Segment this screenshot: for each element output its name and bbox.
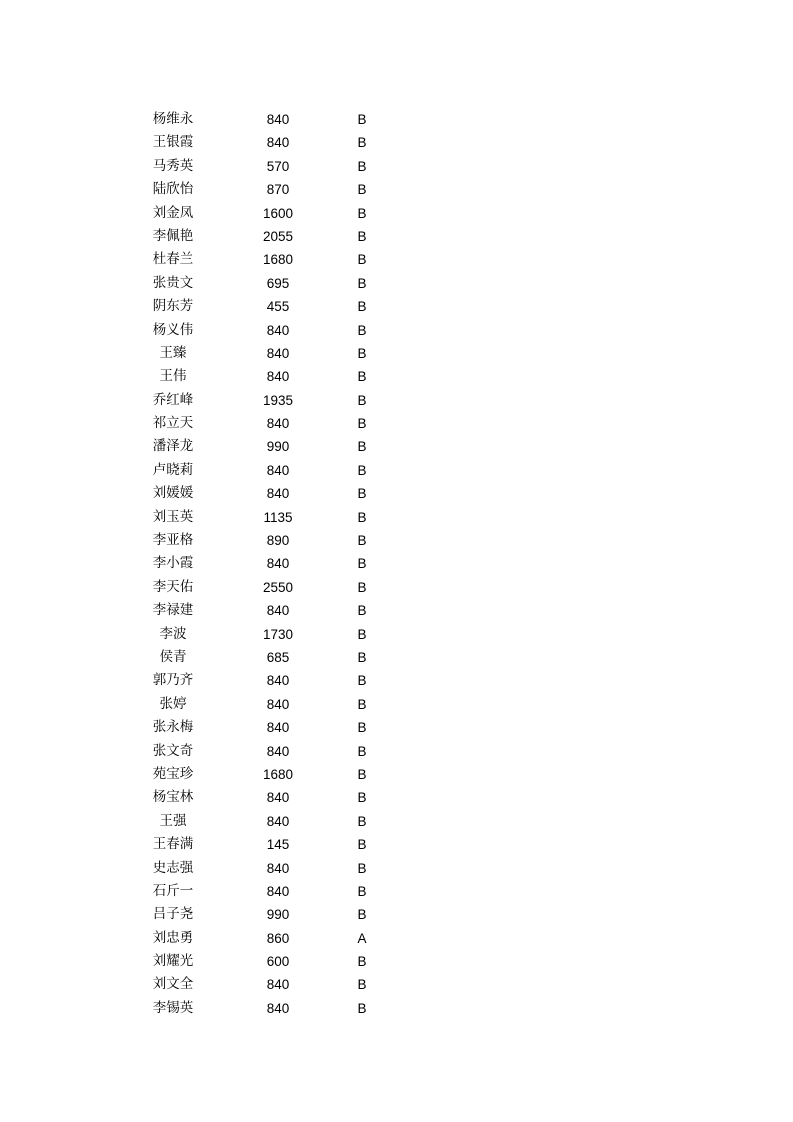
amount-cell: 860 bbox=[266, 930, 290, 946]
table-row bbox=[0, 599, 793, 622]
table-row bbox=[0, 295, 793, 318]
name-cell: 李锡英 bbox=[152, 999, 194, 1016]
table-row bbox=[0, 833, 793, 856]
table-row bbox=[0, 786, 793, 809]
grade-cell: B bbox=[357, 369, 367, 385]
amount-cell: 455 bbox=[266, 299, 290, 315]
name-cell: 张文奇 bbox=[152, 742, 194, 759]
grade-cell: B bbox=[357, 299, 367, 315]
table-row bbox=[0, 365, 793, 388]
amount-cell: 840 bbox=[266, 416, 290, 432]
name-cell: 张贵文 bbox=[152, 274, 194, 291]
amount-cell: 1935 bbox=[262, 392, 294, 408]
grade-cell: B bbox=[357, 135, 367, 151]
name-cell: 刘忠勇 bbox=[152, 929, 194, 946]
grade-cell: B bbox=[357, 603, 367, 619]
name-cell: 刘媛媛 bbox=[152, 485, 194, 502]
name-cell: 潘泽龙 bbox=[152, 438, 194, 455]
name-cell: 陆欣怡 bbox=[152, 181, 194, 198]
grade-cell: B bbox=[357, 696, 367, 712]
amount-cell: 840 bbox=[266, 790, 290, 806]
amount-cell: 990 bbox=[266, 439, 290, 455]
grade-cell: B bbox=[357, 837, 367, 853]
grade-cell: B bbox=[357, 392, 367, 408]
grade-cell: B bbox=[357, 158, 367, 174]
grade-cell: B bbox=[357, 509, 367, 525]
amount-cell: 840 bbox=[266, 743, 290, 759]
amount-cell: 570 bbox=[266, 158, 290, 174]
name-cell: 杜春兰 bbox=[152, 251, 194, 268]
name-cell: 马秀英 bbox=[152, 157, 194, 174]
grade-cell: B bbox=[357, 1000, 367, 1016]
data-sheet bbox=[0, 108, 793, 1020]
amount-cell: 840 bbox=[266, 603, 290, 619]
name-cell: 阴东芳 bbox=[152, 298, 194, 315]
grade-cell: B bbox=[357, 112, 367, 127]
amount-cell: 840 bbox=[266, 486, 290, 502]
name-cell: 张永梅 bbox=[152, 719, 194, 736]
grade-cell: B bbox=[357, 322, 367, 338]
table-row bbox=[0, 459, 793, 482]
table-row bbox=[0, 506, 793, 529]
name-cell: 杨维永 bbox=[152, 111, 194, 127]
name-cell: 杨宝林 bbox=[152, 789, 194, 806]
name-cell: 祁立天 bbox=[152, 415, 194, 432]
table-row bbox=[0, 131, 793, 154]
name-cell: 苑宝珍 bbox=[152, 765, 194, 782]
table-row bbox=[0, 646, 793, 669]
table-row bbox=[0, 903, 793, 926]
grade-cell: B bbox=[357, 907, 367, 923]
amount-cell: 840 bbox=[266, 345, 290, 361]
amount-cell: 840 bbox=[266, 696, 290, 712]
table-row bbox=[0, 389, 793, 412]
table-row bbox=[0, 669, 793, 692]
amount-cell: 840 bbox=[266, 135, 290, 151]
amount-cell: 840 bbox=[266, 556, 290, 572]
table-row bbox=[0, 319, 793, 342]
grade-cell: B bbox=[357, 977, 367, 993]
grade-cell: B bbox=[357, 579, 367, 595]
table-row bbox=[0, 763, 793, 786]
name-cell: 刘文全 bbox=[152, 976, 194, 993]
grade-cell: B bbox=[357, 275, 367, 291]
table-row bbox=[0, 880, 793, 903]
amount-cell: 2550 bbox=[262, 579, 294, 595]
amount-cell: 840 bbox=[266, 860, 290, 876]
amount-cell: 840 bbox=[266, 813, 290, 829]
amount-cell: 840 bbox=[266, 977, 290, 993]
grade-cell: B bbox=[357, 439, 367, 455]
name-cell: 刘耀光 bbox=[152, 953, 194, 970]
table-row bbox=[0, 108, 793, 131]
amount-cell: 1680 bbox=[262, 252, 294, 268]
amount-cell: 1730 bbox=[262, 626, 294, 642]
table-row bbox=[0, 482, 793, 505]
grade-cell: B bbox=[357, 649, 367, 665]
name-cell: 王春满 bbox=[152, 836, 194, 853]
amount-cell: 840 bbox=[266, 1000, 290, 1016]
table-row bbox=[0, 997, 793, 1020]
table-row bbox=[0, 973, 793, 996]
grade-cell: B bbox=[357, 486, 367, 502]
name-cell: 王强 bbox=[159, 812, 187, 829]
table-row bbox=[0, 693, 793, 716]
amount-cell: 840 bbox=[266, 673, 290, 689]
grade-cell: B bbox=[357, 626, 367, 642]
name-cell: 张婷 bbox=[159, 695, 187, 712]
table-row bbox=[0, 576, 793, 599]
amount-cell: 840 bbox=[266, 369, 290, 385]
name-cell: 王银霞 bbox=[152, 134, 194, 151]
name-cell: 李佩艳 bbox=[152, 227, 194, 244]
amount-cell: 840 bbox=[266, 720, 290, 736]
table-row bbox=[0, 810, 793, 833]
table-row bbox=[0, 342, 793, 365]
grade-cell: B bbox=[357, 790, 367, 806]
table-row bbox=[0, 623, 793, 646]
name-cell: 郭乃齐 bbox=[152, 672, 194, 689]
amount-cell: 600 bbox=[266, 954, 290, 970]
amount-cell: 685 bbox=[266, 649, 290, 665]
grade-cell: A bbox=[357, 930, 367, 946]
amount-cell: 840 bbox=[266, 112, 290, 127]
amount-cell: 990 bbox=[266, 907, 290, 923]
grade-cell: B bbox=[357, 345, 367, 361]
table-row bbox=[0, 225, 793, 248]
grade-cell: B bbox=[357, 720, 367, 736]
name-cell: 王伟 bbox=[159, 368, 187, 385]
amount-cell: 145 bbox=[266, 837, 290, 853]
grade-cell: B bbox=[357, 766, 367, 782]
table-row bbox=[0, 412, 793, 435]
name-cell: 吕子尧 bbox=[152, 906, 194, 923]
grade-cell: B bbox=[357, 883, 367, 899]
amount-cell: 840 bbox=[266, 883, 290, 899]
name-cell: 王臻 bbox=[159, 344, 187, 361]
table-row bbox=[0, 178, 793, 201]
table-row bbox=[0, 716, 793, 739]
grade-cell: B bbox=[357, 416, 367, 432]
name-cell: 杨义伟 bbox=[152, 321, 194, 338]
table-row bbox=[0, 155, 793, 178]
grade-cell: B bbox=[357, 813, 367, 829]
amount-cell: 870 bbox=[266, 182, 290, 198]
amount-cell: 2055 bbox=[262, 228, 294, 244]
grade-cell: B bbox=[357, 205, 367, 221]
table-row bbox=[0, 927, 793, 950]
table-row bbox=[0, 202, 793, 225]
name-cell: 卢晓莉 bbox=[152, 461, 194, 478]
table-row bbox=[0, 552, 793, 575]
table-row bbox=[0, 272, 793, 295]
name-cell: 侯青 bbox=[159, 648, 187, 665]
name-cell: 石斤一 bbox=[152, 882, 194, 899]
amount-cell: 840 bbox=[266, 462, 290, 478]
table-row bbox=[0, 857, 793, 880]
grade-cell: B bbox=[357, 673, 367, 689]
grade-cell: B bbox=[357, 252, 367, 268]
amount-cell: 695 bbox=[266, 275, 290, 291]
grade-cell: B bbox=[357, 182, 367, 198]
table-row bbox=[0, 435, 793, 458]
amount-cell: 890 bbox=[266, 533, 290, 549]
grade-cell: B bbox=[357, 462, 367, 478]
table-row bbox=[0, 740, 793, 763]
grade-cell: B bbox=[357, 743, 367, 759]
amount-cell: 840 bbox=[266, 322, 290, 338]
grade-cell: B bbox=[357, 228, 367, 244]
name-cell: 刘金凤 bbox=[152, 204, 194, 221]
amount-cell: 1600 bbox=[262, 205, 294, 221]
table-row bbox=[0, 950, 793, 973]
table-row bbox=[0, 529, 793, 552]
name-cell: 李禄建 bbox=[152, 602, 194, 619]
table-row bbox=[0, 248, 793, 271]
name-cell: 李亚格 bbox=[152, 532, 194, 549]
amount-cell: 1135 bbox=[263, 509, 293, 525]
name-cell: 刘玉英 bbox=[152, 508, 194, 525]
name-cell: 史志强 bbox=[152, 859, 194, 876]
grade-cell: B bbox=[357, 860, 367, 876]
grade-cell: B bbox=[357, 533, 367, 549]
grade-cell: B bbox=[357, 954, 367, 970]
name-cell: 李天佑 bbox=[152, 578, 194, 595]
name-cell: 乔红峰 bbox=[152, 391, 194, 408]
amount-cell: 1680 bbox=[262, 766, 294, 782]
name-cell: 李波 bbox=[159, 625, 187, 642]
grade-cell: B bbox=[357, 556, 367, 572]
name-cell: 李小霞 bbox=[152, 555, 194, 572]
